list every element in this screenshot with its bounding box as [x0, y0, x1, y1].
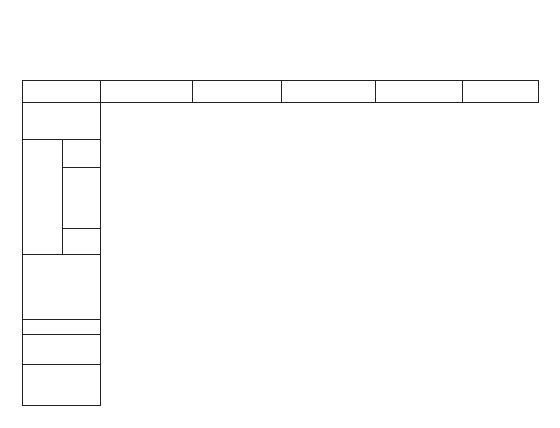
day-header [282, 81, 376, 103]
day-header [463, 81, 539, 103]
corner-header [23, 81, 101, 103]
meal-group-breakfast [23, 102, 101, 140]
day-header [376, 81, 463, 103]
sub-label-dessert [63, 228, 101, 254]
sub-label-soup [63, 140, 101, 168]
table-row [23, 254, 539, 295]
table-row [23, 364, 539, 405]
champagne-border-left [0, 20, 22, 408]
sub-label-main [63, 168, 101, 228]
table-row [23, 168, 539, 228]
champagne-border-right [538, 20, 560, 408]
weekly-menu-table [22, 80, 539, 406]
day-header [101, 81, 193, 103]
day-header [193, 81, 282, 103]
table-row [23, 334, 539, 364]
header-row [23, 81, 539, 103]
table-row [23, 140, 539, 168]
table-row [23, 102, 539, 126]
meal-group-sdd [23, 319, 101, 334]
meal-group-lunch [23, 140, 63, 254]
meal-group-afternoon [23, 254, 101, 319]
menu-document [22, 8, 538, 408]
champagne-border-bottom [0, 408, 560, 428]
table-row [23, 228, 539, 254]
meal-group-allergy [23, 364, 101, 405]
meal-group-dcbp [23, 334, 101, 364]
table-row [23, 319, 539, 334]
